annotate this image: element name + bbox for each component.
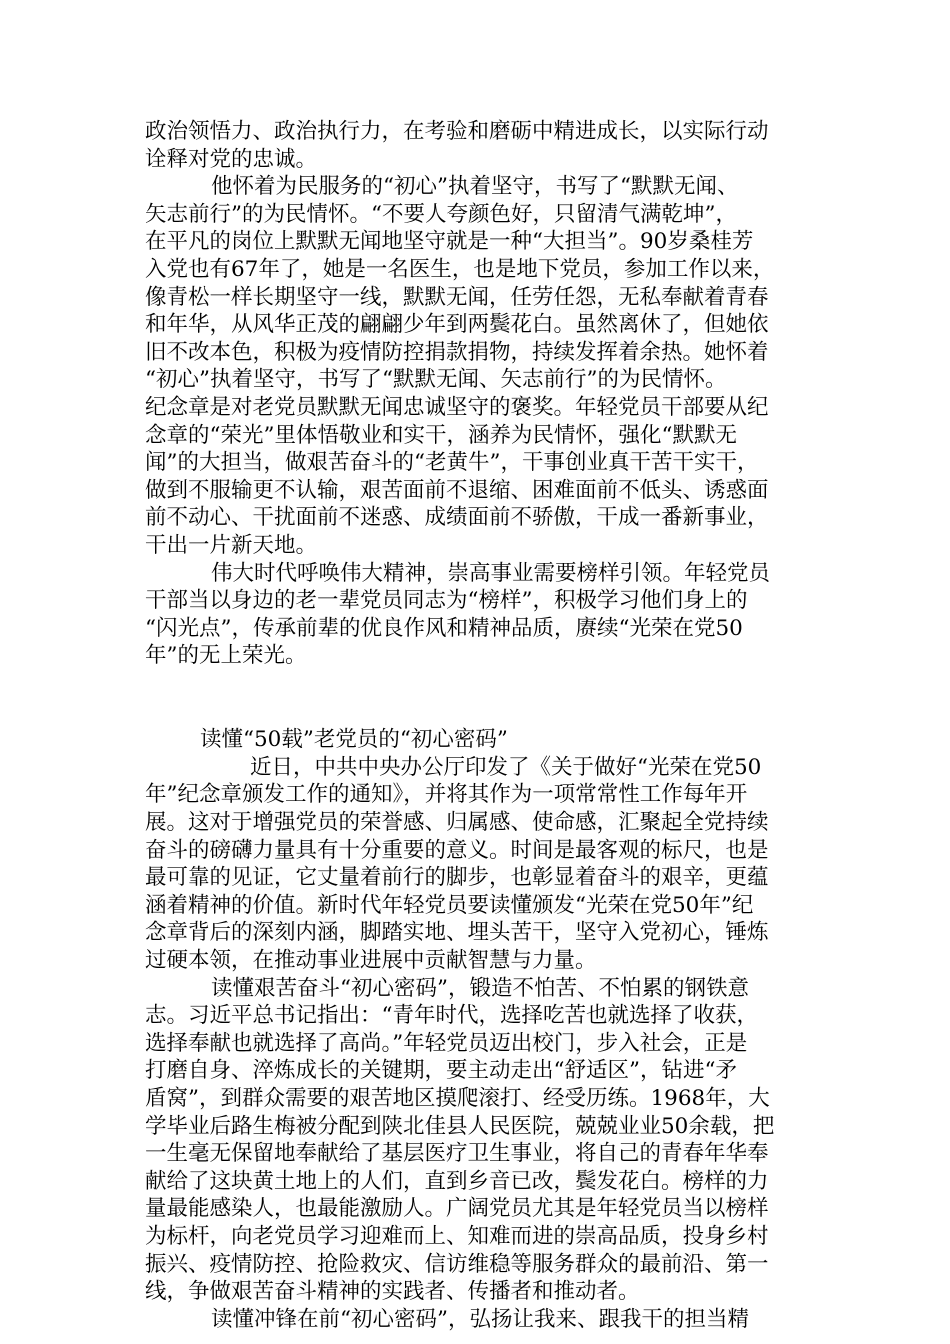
paragraph-line: 学毕业后路生梅被分配到陕北佳县人民医院，兢兢业业50余载，把 <box>145 1113 775 1139</box>
paragraph-line: 矢志前行”的为民情怀。“不要人夸颜色好，只留清气满乾坤”， <box>145 201 737 227</box>
paragraph-line: 最可靠的见证，它丈量着前行的脚步，也彰显着奋斗的艰辛，更蕴 <box>145 865 769 891</box>
paragraph-line: 干部当以身边的老一辈党员同志为“榜样”，积极学习他们身上的 <box>145 588 748 614</box>
paragraph-line: “闪光点”，传承前辈的优良作风和精神品质，赓续“光荣在党50 <box>145 615 743 641</box>
paragraph-line: 涵着精神的价值。新时代年轻党员要读懂颁发“光荣在党50年”纪 <box>145 892 754 918</box>
paragraph-line: 奋斗的磅礴力量具有十分重要的意义。时间是最客观的标尺，也是 <box>145 837 769 863</box>
paragraph-line: 前不动心、干扰面前不迷惑、成绩面前不骄傲，干成一番新事业， <box>145 505 769 531</box>
paragraph-line: 一生毫无保留地奉献给了基层医疗卫生事业，将自己的青春年华奉 <box>145 1141 769 1167</box>
paragraph-line: 在平凡的岗位上默默无闻地坚守就是一种“大担当”。90岁桑桂芳 <box>145 229 754 255</box>
paragraph-line: 旧不改本色，积极为疫情防控捐款捐物，持续发挥着余热。她怀着 <box>145 339 769 365</box>
paragraph-line: 做到不服输更不认输，艰苦面前不退缩、困难面前不低头、诱惑面 <box>145 477 769 503</box>
paragraph-line: 献给了这块黄土地上的人们，直到乡音已改，鬓发花白。榜样的力 <box>145 1168 769 1194</box>
paragraph-line: 为标杆，向老党员学习迎难而上、知难而进的崇高品质，投身乡村 <box>145 1223 769 1249</box>
article-2-body <box>145 754 815 1333</box>
paragraph-line: 他怀着为民服务的“初心”执着坚守，书写了“默默无闻、 <box>211 174 739 200</box>
paragraph-line: 干出一片新天地。 <box>145 532 318 558</box>
paragraph-line: 打磨自身、淬炼成长的关键期，要主动走出“舒适区”，钻进“矛 <box>145 1058 737 1084</box>
paragraph-line: 振兴、疫情防控、抢险救灾、信访维稳等服务群众的最前沿、第一 <box>145 1251 769 1277</box>
article-1-body <box>145 118 815 670</box>
article-2-title: 读懂“50载”老党员的“初心密码” <box>200 726 508 752</box>
paragraph-line: 伟大时代呼唤伟大精神，崇高事业需要榜样引领。年轻党员 <box>211 560 771 586</box>
paragraph-line: 年”纪念章颁发工作的通知》，并将其作为一项常常性工作每年开 <box>145 782 748 808</box>
paragraph-line: 读懂冲锋在前“初心密码”，弘扬让我来、跟我干的担当精 <box>211 1306 749 1332</box>
paragraph-line: 量最能感染人，也最能激励人。广阔党员尤其是年轻党员当以榜样 <box>145 1196 769 1222</box>
paragraph-line: 政治领悟力、政治执行力，在考验和磨砺中精进成长，以实际行动 <box>145 119 769 144</box>
paragraph-line: 诠释对党的忠诚。 <box>145 146 318 172</box>
paragraph-line: 志。习近平总书记指出：“青年时代，选择吃苦也就选择了收获， <box>145 1003 758 1029</box>
section-gap <box>145 670 815 726</box>
document-page <box>145 118 815 1333</box>
paragraph-line: 选择奉献也就选择了高尚。”年轻党员迈出校门，步入社会，正是 <box>145 1030 748 1056</box>
paragraph-line: 过硬本领，在推动事业进展中贡献智慧与力量。 <box>145 948 597 974</box>
paragraph-line: 像青松一样长期坚守一线，默默无闻，任劳任怨，无私奉献着青春 <box>145 284 769 310</box>
paragraph-line: 念章的“荣光”里体悟敬业和实干，涵养为民情怀，强化“默默无 <box>145 422 737 448</box>
paragraph-line: 线，争做艰苦奋斗精神的实践者、传播者和推动者。 <box>145 1279 640 1305</box>
paragraph-line: 读懂艰苦奋斗“初心密码”，锻造不怕苦、不怕累的钢铁意 <box>211 975 749 1001</box>
paragraph-line: 展。这对于增强党员的荣誉感、归属感、使命感，汇聚起全党持续 <box>145 810 769 836</box>
paragraph-line: 和年华，从风华正茂的翩翩少年到两鬓花白。虽然离休了，但她依 <box>145 312 769 338</box>
paragraph-line: 闻”的大担当，做艰苦奋斗的“老黄牛”，干事创业真干苦干实干， <box>145 450 759 476</box>
paragraph-line: 盾窝”，到群众需要的艰苦地区摸爬滚打、经受历练。1968年，大 <box>145 1086 770 1111</box>
paragraph-line: “初心”执着坚守，书写了“默默无闻、矢志前行”的为民情怀。 <box>145 367 727 393</box>
paragraph-line: 近日，中共中央办公厅印发了《关于做好“光荣在党50 <box>250 754 762 780</box>
paragraph-line: 纪念章是对老党员默默无闻忠诚坚守的褒奖。年轻党员干部要从纪 <box>145 394 769 420</box>
paragraph-line: 入党也有67年了，她是一名医生，也是地下党员，参加工作以来， <box>145 256 775 282</box>
paragraph-line: 年”的无上荣光。 <box>145 643 307 669</box>
paragraph-line: 念章背后的深刻内涵，脚踏实地、埋头苦干，坚守入党初心，锤炼 <box>145 920 769 946</box>
